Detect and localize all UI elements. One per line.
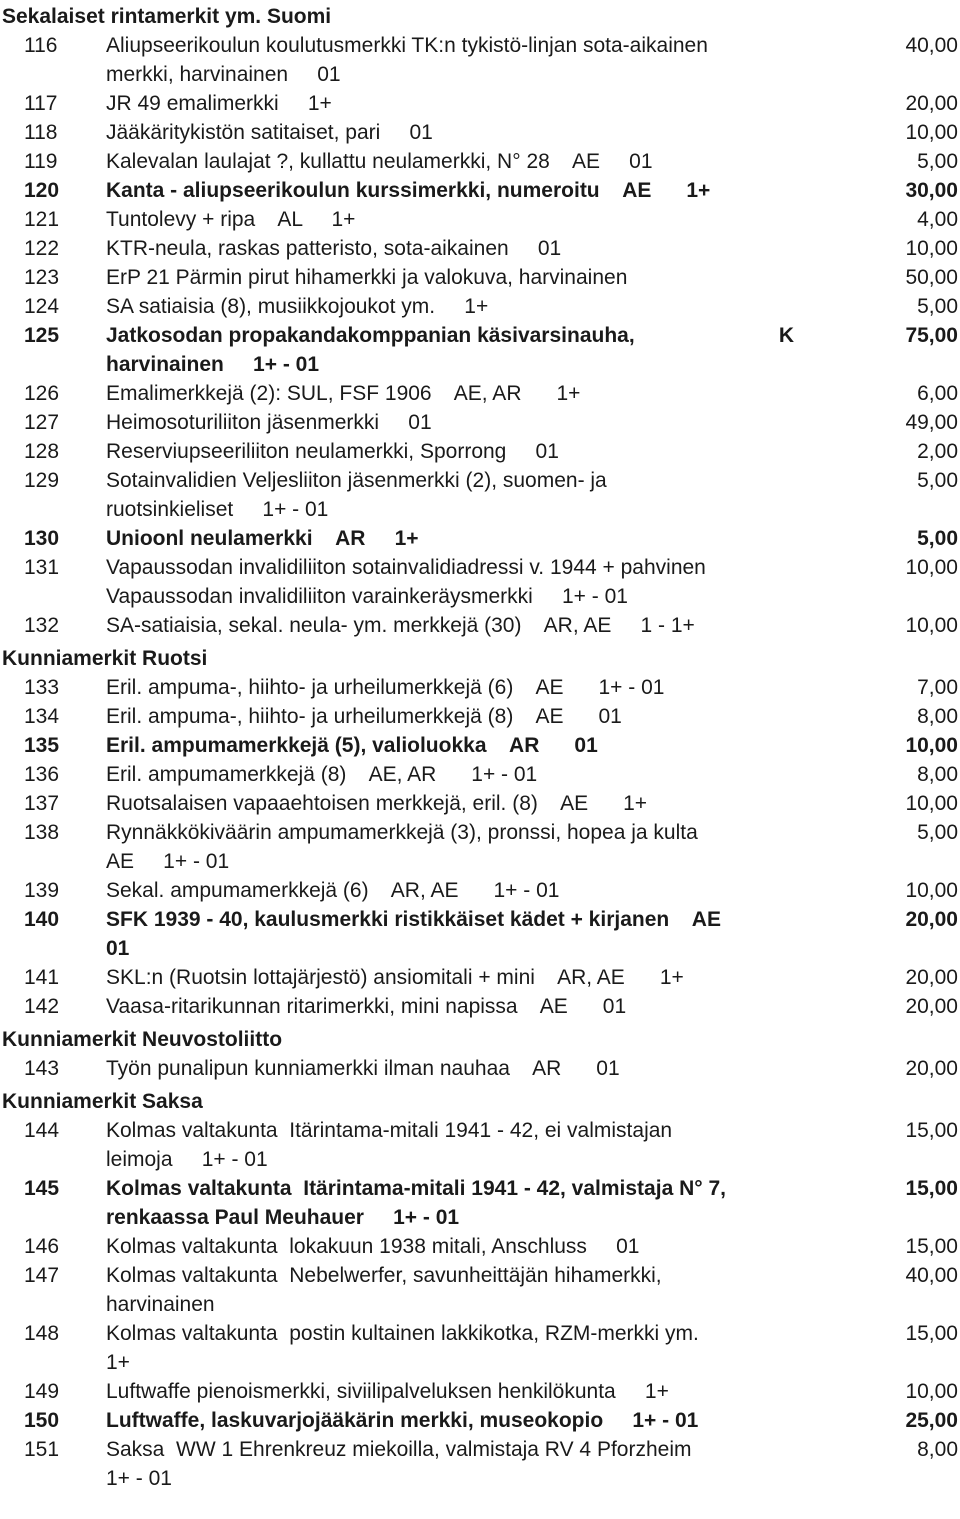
lot-number: 149 <box>24 1380 60 1403</box>
lot-description-line: Kolmas valtakunta Itärintama-mitali 1941 - 42, ei valmistajan <box>106 1119 673 1142</box>
lot-price: 20,00 <box>905 908 958 931</box>
lot-price: 5,00 <box>917 821 958 844</box>
lot-description-line: merkki, harvinainen 01 <box>106 63 341 86</box>
lot-number: 120 <box>24 179 60 202</box>
lot-description-line: Työn punalipun kunniamerkki ilman nauhaa AR 01 <box>106 1057 620 1080</box>
lot-description-line: 1+ - 01 <box>106 1467 172 1490</box>
lot-description <box>106 789 802 818</box>
lot-price: 15,00 <box>905 1119 958 1142</box>
lot-price: 20,00 <box>905 1057 958 1080</box>
section-title: Sekalaiset rintamerkit ym. Suomi <box>2 5 332 28</box>
lot-description-line: SA-satiaisia, sekal. neula- ym. merkkejä (30) AR, AE 1 - 1+ <box>106 614 695 637</box>
lot-description <box>106 1406 802 1435</box>
lot-number: 132 <box>24 614 60 637</box>
lot-price: 5,00 <box>917 295 958 318</box>
lot-description <box>106 31 802 89</box>
lot-description-line: Kalevalan laulajat ?, kullattu neulamerkki, N° 28 AE 01 <box>106 150 653 173</box>
lot-number: 122 <box>24 237 60 260</box>
lot-description-line: Eril. ampumamerkkejä (8) AE, AR 1+ - 01 <box>106 763 538 786</box>
lot-description-line: Kolmas valtakunta Itärintama-mitali 1941 - 42, valmistaja N° 7, <box>106 1177 726 1200</box>
lot-description <box>106 963 802 992</box>
lot-number: 138 <box>24 821 60 844</box>
lot-description <box>106 702 802 731</box>
lot-description-line: Rynnäkkökiväärin ampumamerkkejä (3), pronssi, hopea ja kulta <box>106 821 698 844</box>
lot-description <box>106 876 802 905</box>
lot-row <box>0 963 960 992</box>
lot-description <box>106 89 802 118</box>
lot-row <box>0 702 960 731</box>
lot-number: 148 <box>24 1322 60 1345</box>
lot-price: 4,00 <box>917 208 958 231</box>
lot-description-line: AE 1+ - 01 <box>106 850 230 873</box>
lot-price: 8,00 <box>917 1438 958 1461</box>
lot-description <box>106 673 802 702</box>
lot-number: 127 <box>24 411 60 434</box>
lot-number: 143 <box>24 1057 60 1080</box>
lot-description <box>106 263 802 292</box>
lot-description <box>106 1174 802 1232</box>
lot-row <box>0 176 960 205</box>
lot-description-line: renkaassa Paul Meuhauer 1+ - 01 <box>106 1206 460 1229</box>
lot-description-line: Emalimerkkejä (2): SUL, FSF 1906 AE, AR 1+ <box>106 382 581 405</box>
lot-description <box>106 1319 802 1377</box>
lot-price: 20,00 <box>905 995 958 1018</box>
lot-description-line: Vaasa-ritarikunnan ritarimerkki, mini napissa AE 01 <box>106 995 627 1018</box>
lot-description <box>106 611 802 640</box>
lot-number: 141 <box>24 966 60 989</box>
lot-description-line: Tuntolevy + ripa AL 1+ <box>106 208 356 231</box>
lot-price: 6,00 <box>917 382 958 405</box>
lot-price: 15,00 <box>905 1235 958 1258</box>
lot-number: 150 <box>24 1409 60 1432</box>
lot-row <box>0 1319 960 1377</box>
lot-number: 128 <box>24 440 60 463</box>
lot-row <box>0 1116 960 1174</box>
lot-description-line: Luftwaffe, laskuvarjojääkärin merkki, museokopio 1+ - 01 <box>106 1409 699 1432</box>
lot-description <box>106 992 802 1021</box>
lot-row <box>0 789 960 818</box>
lot-number: 142 <box>24 995 60 1018</box>
lot-price: 75,00 <box>905 324 958 347</box>
lot-price: 10,00 <box>905 879 958 902</box>
lot-description-line: Vapaussodan invalidiliiton sotainvalidiadressi v. 1944 + pahvinen <box>106 556 706 579</box>
lot-row <box>0 1435 960 1493</box>
lot-number: 136 <box>24 763 60 786</box>
lot-price: 5,00 <box>917 527 958 550</box>
section-title: Kunniamerkit Saksa <box>2 1090 203 1113</box>
lot-price: 10,00 <box>905 614 958 637</box>
lot-description-line: SA satiaisia (8), musiikkojoukot ym. 1+ <box>106 295 489 318</box>
lot-description <box>106 408 802 437</box>
lot-description <box>106 147 802 176</box>
lot-row <box>0 31 960 89</box>
lot-price: 40,00 <box>905 34 958 57</box>
lot-row <box>0 524 960 553</box>
lot-description-line: Eril. ampuma-, hiihto- ja urheilumerkkejä (6) AE 1+ - 01 <box>106 676 665 699</box>
lot-number: 118 <box>24 121 58 144</box>
lot-row <box>0 731 960 760</box>
lot-description <box>106 234 802 263</box>
lot-number: 125 <box>24 324 60 347</box>
lot-description-line: leimoja 1+ - 01 <box>106 1148 268 1171</box>
lot-description-line: Aliupseerikoulun koulutusmerkki TK:n tykistö-linjan sota-aikainen <box>106 34 708 57</box>
lot-description <box>106 760 802 789</box>
lot-description-line: 01 <box>106 937 130 960</box>
lot-description-text: Jatkosodan propakandakomppanian käsivarsinauha, <box>106 324 635 347</box>
lot-description-line: Sotainvalidien Veljesliiton jäsenmerkki (2), suomen- ja <box>106 469 607 492</box>
lot-number: 134 <box>24 705 60 728</box>
lot-row <box>0 876 960 905</box>
lot-row <box>0 292 960 321</box>
lot-description-line: 1+ <box>106 1351 130 1374</box>
lot-row <box>0 1054 960 1083</box>
lot-number: 146 <box>24 1235 60 1258</box>
lot-number: 126 <box>24 382 60 405</box>
lot-row <box>0 437 960 466</box>
lot-price: 15,00 <box>905 1177 958 1200</box>
lot-description-line: Sekal. ampumamerkkejä (6) AR, AE 1+ - 01 <box>106 879 560 902</box>
lot-description <box>106 731 802 760</box>
lot-description <box>106 321 802 379</box>
lot-row <box>0 263 960 292</box>
lot-row <box>0 147 960 176</box>
lot-description-line: Ruotsalaisen vapaaehtoisen merkkejä, eril. (8) AE 1+ <box>106 792 648 815</box>
lot-row <box>0 1232 960 1261</box>
lot-price: 20,00 <box>905 92 958 115</box>
lot-description <box>106 292 802 321</box>
lot-description-line: harvinainen <box>106 1293 215 1316</box>
lot-number: 123 <box>24 266 60 289</box>
lot-price: 50,00 <box>905 266 958 289</box>
lot-number: 119 <box>24 150 58 173</box>
lot-number: 135 <box>24 734 60 757</box>
lot-description-line: Unioonl neulamerkki AR 1+ <box>106 527 419 550</box>
lot-row <box>0 992 960 1021</box>
lot-row <box>0 611 960 640</box>
lot-description-line: Reserviupseeriliiton neulamerkki, Sporrong 01 <box>106 440 559 463</box>
lot-row <box>0 1377 960 1406</box>
lot-description-line: KTR-neula, raskas patteristo, sota-aikainen 01 <box>106 237 562 260</box>
lot-number: 121 <box>24 208 60 231</box>
lot-condition-mark: K <box>778 324 794 347</box>
lot-row <box>0 553 960 611</box>
lot-number: 124 <box>24 295 60 318</box>
lot-description-line: Saksa WW 1 Ehrenkreuz miekoilla, valmistaja RV 4 Pforzheim <box>106 1438 692 1461</box>
lot-number: 140 <box>24 908 60 931</box>
lot-description-line: Kolmas valtakunta lokakuun 1938 mitali, Anschluss 01 <box>106 1235 640 1258</box>
lot-row <box>0 466 960 524</box>
lot-number: 144 <box>24 1119 60 1142</box>
lot-number: 133 <box>24 676 60 699</box>
lot-description-line: Jääkäritykistön satitaiset, pari 01 <box>106 121 433 144</box>
lot-description-line: Kanta - aliupseerikoulun kurssimerkki, numeroitu AE 1+ <box>106 179 711 202</box>
section-title: Kunniamerkit Ruotsi <box>2 647 208 670</box>
lot-price: 25,00 <box>905 1409 958 1432</box>
lot-description-line: Kolmas valtakunta Nebelwerfer, savunheittäjän hihamerkki, <box>106 1264 662 1287</box>
lot-price: 49,00 <box>905 411 958 434</box>
lot-row <box>0 205 960 234</box>
lot-number: 137 <box>24 792 60 815</box>
lot-row <box>0 1261 960 1319</box>
lot-description <box>106 1377 802 1406</box>
lot-price: 10,00 <box>905 734 958 757</box>
lot-number: 129 <box>24 469 60 492</box>
lot-number: 139 <box>24 879 60 902</box>
lot-description <box>106 118 802 147</box>
lot-description-line <box>106 321 794 350</box>
lot-description <box>106 524 802 553</box>
lot-description <box>106 1261 802 1319</box>
lot-price: 10,00 <box>905 556 958 579</box>
lot-price: 30,00 <box>905 179 958 202</box>
lot-price: 20,00 <box>905 966 958 989</box>
lot-price: 5,00 <box>917 469 958 492</box>
section-title: Kunniamerkit Neuvostoliitto <box>2 1028 283 1051</box>
lot-row <box>0 760 960 789</box>
lot-number: 131 <box>24 556 60 579</box>
lot-description <box>106 1435 802 1493</box>
lot-price: 10,00 <box>905 1380 958 1403</box>
lot-price: 5,00 <box>917 150 958 173</box>
lot-description-line: SFK 1939 - 40, kaulusmerkki ristikkäiset kädet + kirjanen AE <box>106 908 721 931</box>
lot-description <box>106 1232 802 1261</box>
lot-description-line: Luftwaffe pienoismerkki, siviilipalveluksen henkilökunta 1+ <box>106 1380 669 1403</box>
lot-price: 10,00 <box>905 237 958 260</box>
lot-row <box>0 673 960 702</box>
lot-number: 145 <box>24 1177 60 1200</box>
lot-description-line: ruotsinkieliset 1+ - 01 <box>106 498 329 521</box>
lot-description-line: Eril. ampumamerkkejä (5), valioluokka AR 01 <box>106 734 598 757</box>
lot-description <box>106 905 802 963</box>
lot-description <box>106 466 802 524</box>
lot-description <box>106 205 802 234</box>
lot-description-line: harvinainen 1+ - 01 <box>106 353 320 376</box>
lot-row <box>0 118 960 147</box>
lot-description <box>106 437 802 466</box>
lot-description-line: ErP 21 Pärmin pirut hihamerkki ja valokuva, harvinainen <box>106 266 628 289</box>
lot-number: 130 <box>24 527 60 550</box>
lot-number: 116 <box>24 34 58 57</box>
lot-description-line: Eril. ampuma-, hiihto- ja urheilumerkkejä (8) AE 01 <box>106 705 622 728</box>
lot-description-line: Kolmas valtakunta postin kultainen lakkikotka, RZM-merkki ym. <box>106 1322 699 1345</box>
lot-price: 8,00 <box>917 705 958 728</box>
lot-price: 10,00 <box>905 121 958 144</box>
lot-price: 2,00 <box>917 440 958 463</box>
lot-price: 8,00 <box>917 763 958 786</box>
lot-description <box>106 553 802 611</box>
lot-description-line: JR 49 emalimerkki 1+ <box>106 92 332 115</box>
lot-description <box>106 1116 802 1174</box>
lot-price: 10,00 <box>905 792 958 815</box>
lot-price: 40,00 <box>905 1264 958 1287</box>
lot-description <box>106 379 802 408</box>
lot-price: 15,00 <box>905 1322 958 1345</box>
lot-description-line: Vapaussodan invalidiliiton varainkeräysmerkki 1+ - 01 <box>106 585 628 608</box>
lot-row <box>0 1406 960 1435</box>
lot-row <box>0 379 960 408</box>
lot-description <box>106 1054 802 1083</box>
lot-description-line: Heimosoturiliiton jäsenmerkki 01 <box>106 411 432 434</box>
lot-price: 7,00 <box>917 676 958 699</box>
lot-row <box>0 818 960 876</box>
lot-number: 117 <box>24 92 58 115</box>
lot-description-line: SKL:n (Ruotsin lottajärjestö) ansiomitali + mini AR, AE 1+ <box>106 966 684 989</box>
lot-row <box>0 905 960 963</box>
lot-row <box>0 408 960 437</box>
lot-row <box>0 321 960 379</box>
lot-row <box>0 89 960 118</box>
lot-number: 147 <box>24 1264 60 1287</box>
lot-row <box>0 1174 960 1232</box>
lot-description <box>106 176 802 205</box>
lot-row <box>0 234 960 263</box>
lot-description <box>106 818 802 876</box>
lot-number: 151 <box>24 1438 60 1461</box>
